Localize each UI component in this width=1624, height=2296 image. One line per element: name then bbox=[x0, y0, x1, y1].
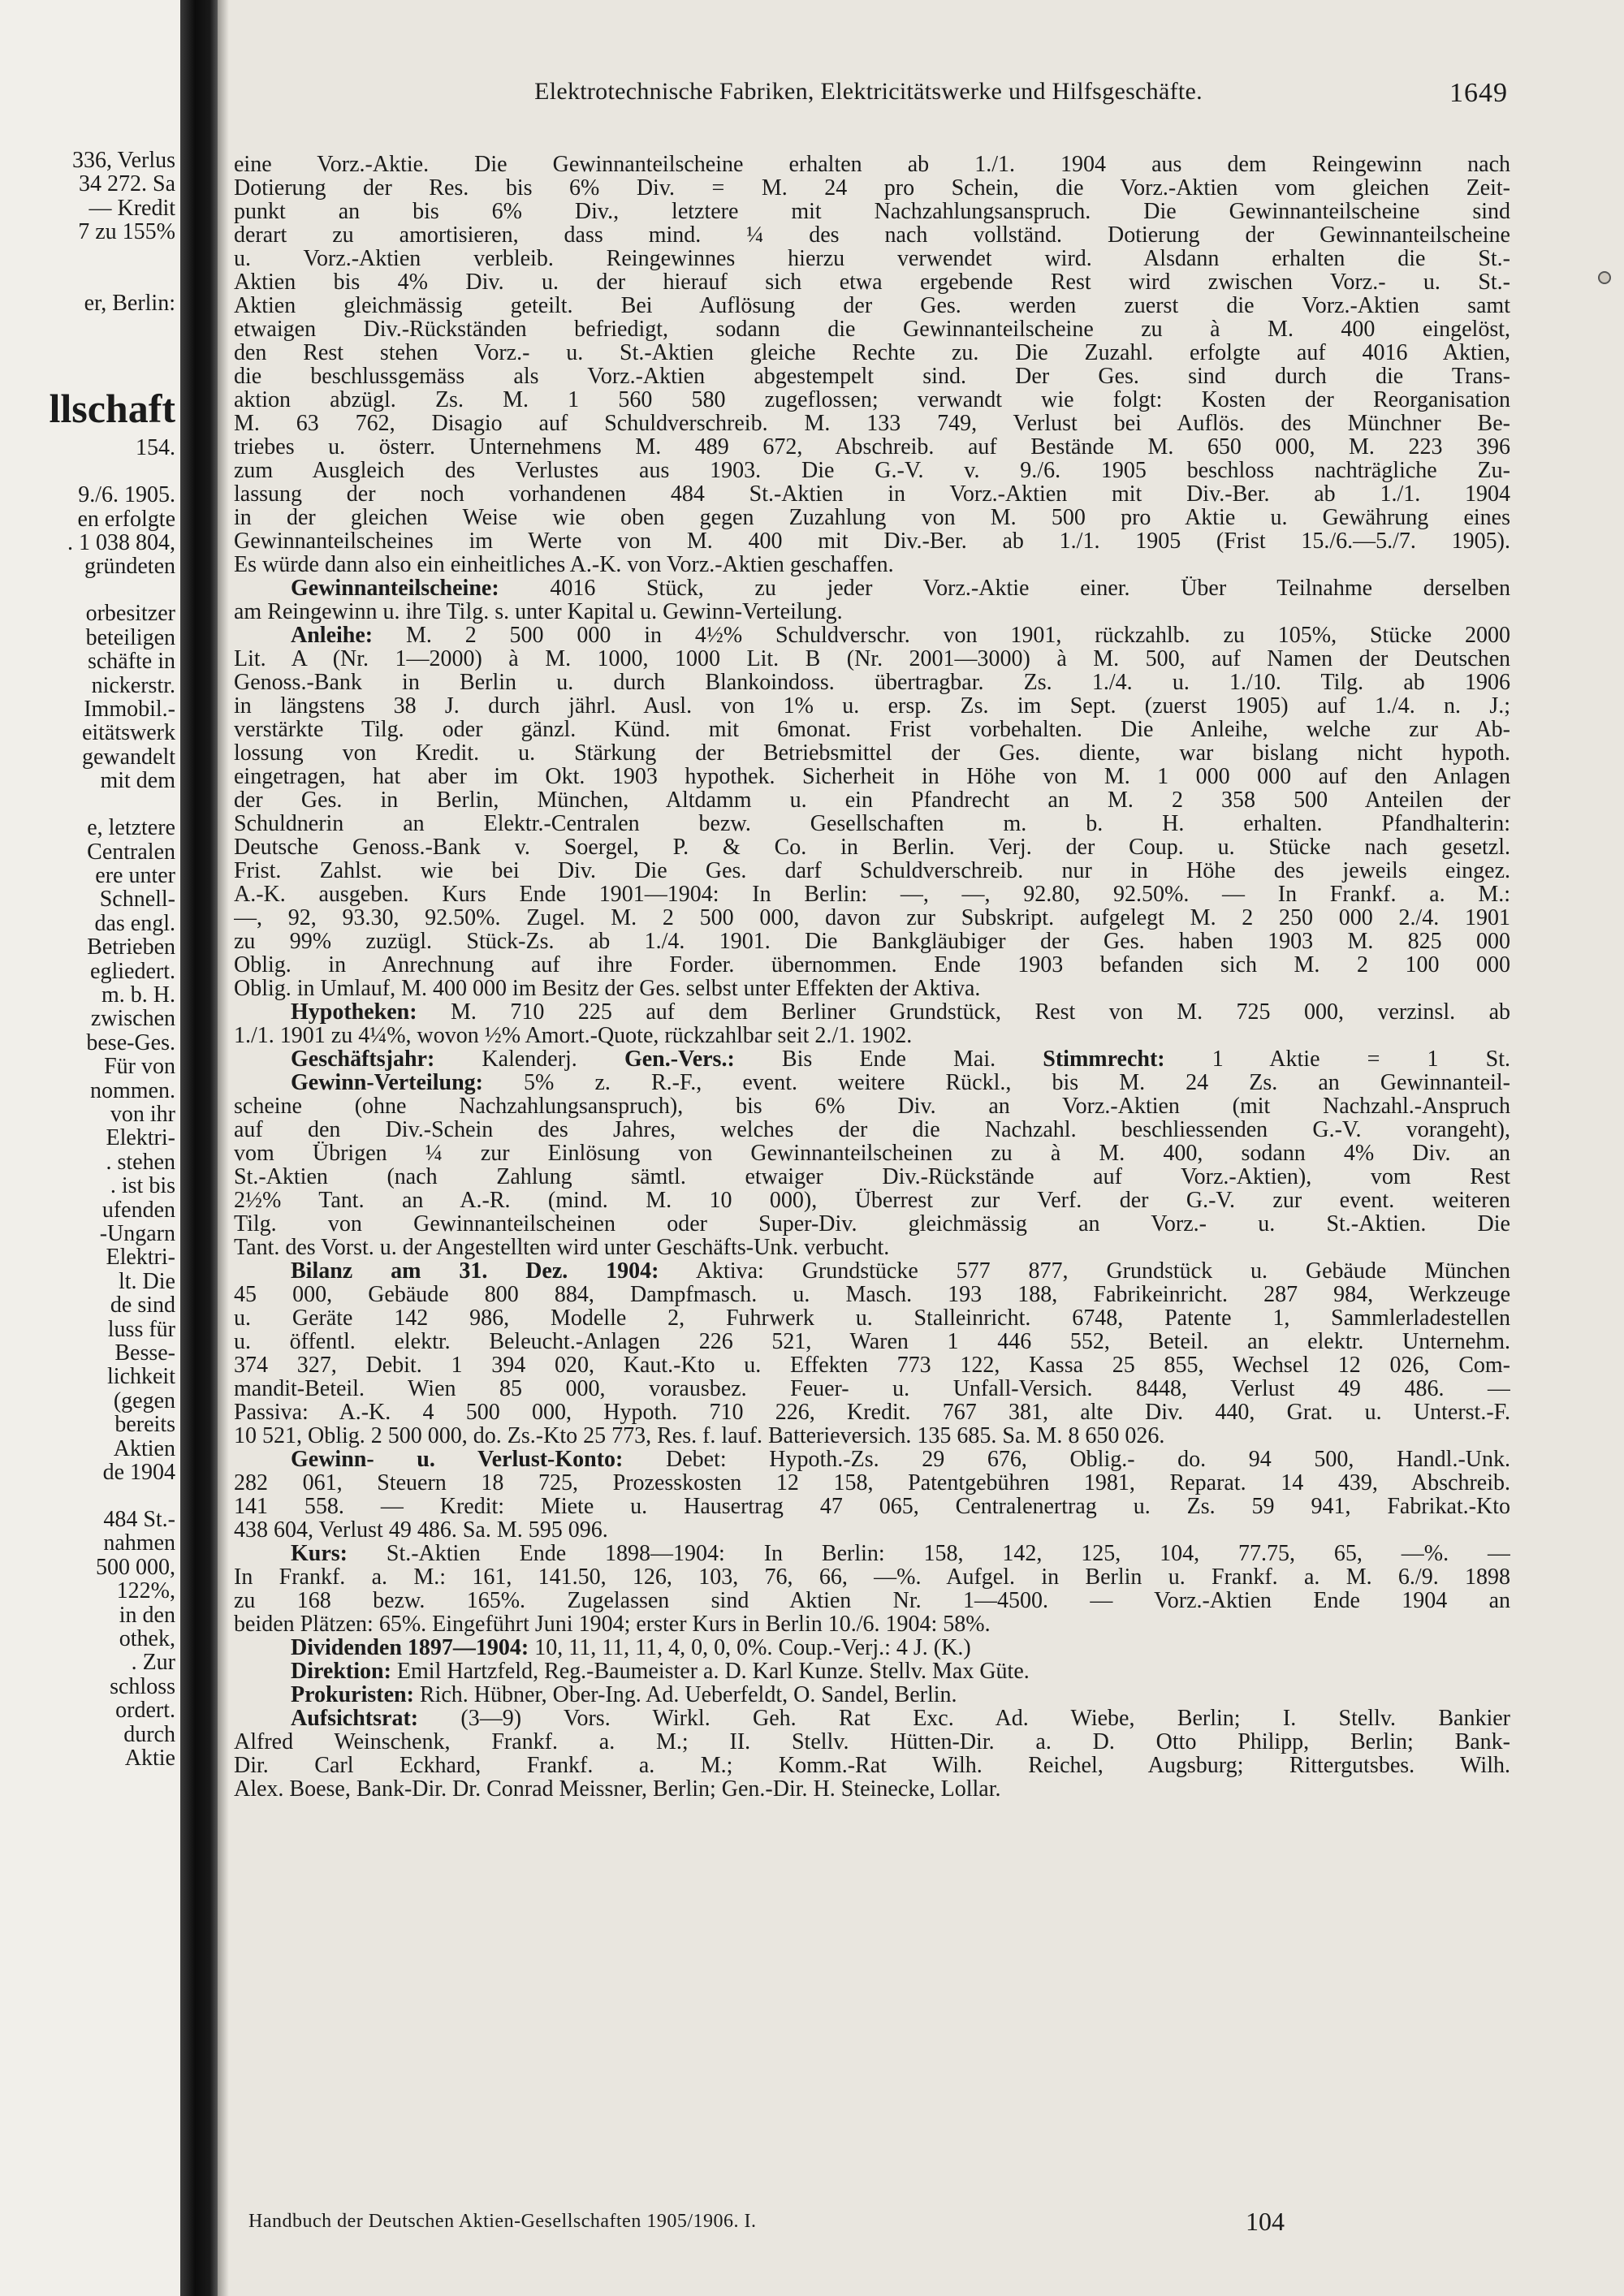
line-text: (3—9) Vors. Wirkl. Geh. Rat Exc. Ad. Wiebe, Berlin; I. Stellv. Bankier bbox=[418, 1707, 1510, 1730]
fragment-line: 336, Verlus bbox=[71, 148, 175, 173]
line-text: Bis Ende Mai. bbox=[734, 1047, 1043, 1071]
section-label: Bilanz am 31. Dez. 1904: bbox=[291, 1259, 659, 1283]
fragment-line: 7 zu 155% bbox=[78, 219, 175, 245]
section-label: Gewinn- u. Verlust-Konto: bbox=[291, 1448, 624, 1471]
text-line bbox=[234, 1353, 1510, 1377]
line-text: Oblig. in Anrechnung auf ihre Forder. übernommen. Ende 1903 befanden sich M. 2 100 000 bbox=[234, 953, 1510, 977]
section-label: Gewinn-Verteilung: bbox=[291, 1071, 483, 1094]
line-text: 282 061, Steuern 18 725, Prozesskosten 12 158, Patentgebühren 1981, Reparat. 14 439, Abschreib. bbox=[234, 1471, 1510, 1495]
line-text: verstärkte Tilg. oder gänzl. Künd. mit 6monat. Frist vorbehalten. Die Anleihe, welche zur Ab- bbox=[234, 718, 1510, 741]
fragment-line: Aktie bbox=[124, 1746, 175, 1771]
line-text: Dotierung der Res. bis 6% Div. = M. 24 pro Schein, die Vorz.-Aktien vom gleichen Zeit- bbox=[234, 176, 1510, 200]
fragment-line: bese-Ges. bbox=[86, 1029, 175, 1055]
text-line bbox=[234, 1424, 1510, 1448]
text-line bbox=[234, 1707, 1510, 1730]
text-line bbox=[234, 435, 1510, 459]
fragment-line: — Kredit bbox=[89, 195, 175, 221]
line-text: am Reingewinn u. ihre Tilg. s. unter Kapital u. Gewinn-Verteilung. bbox=[234, 600, 843, 624]
text-line bbox=[234, 365, 1510, 388]
text-line bbox=[234, 1377, 1510, 1400]
line-text: Frist. Zahlst. wie bei Div. Die Ges. darf Schuldverschreib. nur in Höhe des jeweils eingez. bbox=[234, 859, 1510, 883]
line-text: u. öffentl. elektr. Beleucht.-Anlagen 226 521, Waren 1 446 552, Beteil. an elektr. Unternehm. bbox=[234, 1330, 1510, 1353]
text-line bbox=[234, 153, 1510, 176]
text-line bbox=[234, 294, 1510, 317]
line-text: 45 000, Gebäude 800 884, Dampfmasch. u. Masch. 193 188, Fabrikeinricht. 287 984, Werkzeuge bbox=[234, 1283, 1510, 1306]
line-text: 438 604, Verlust 49 486. Sa. M. 595 096. bbox=[234, 1518, 608, 1542]
gutter-shadow bbox=[218, 0, 229, 2296]
text-line bbox=[234, 1000, 1510, 1024]
fragment-line: nahmen bbox=[103, 1530, 175, 1556]
line-text: Passiva: A.-K. 4 500 000, Hypoth. 710 226, Kredit. 767 381, alte Div. 440, Grat. u. Unterst.-F. bbox=[234, 1400, 1510, 1424]
line-text: Emil Hartzfeld, Reg.-Baumeister a. D. Karl Kunze. Stellv. Max Güte. bbox=[391, 1659, 1030, 1683]
text-line bbox=[234, 1047, 1510, 1071]
text-line bbox=[234, 1471, 1510, 1495]
fragment-line: Immobil.- bbox=[84, 697, 175, 722]
text-line bbox=[234, 341, 1510, 365]
text-line bbox=[234, 176, 1510, 200]
fragment-line: . stehen bbox=[106, 1149, 175, 1175]
line-text: Debet: Hypoth.-Zs. 29 676, Oblig.- do. 94 500, Handl.-Unk. bbox=[623, 1448, 1510, 1471]
fragment-line: schloss bbox=[110, 1673, 175, 1699]
text-line bbox=[234, 247, 1510, 270]
fragment-line: . Zur bbox=[131, 1650, 175, 1676]
text-line bbox=[234, 1683, 1510, 1707]
text-line bbox=[234, 647, 1510, 671]
line-text: auf den Div.-Schein des Jahres, welches der die Nachzahl. beschliessenden G.-V. vorangeht), bbox=[234, 1118, 1510, 1142]
line-text: Es würde dann also ein einheitliches A.-K. von Vorz.-Aktien geschaffen. bbox=[234, 553, 894, 576]
text-line bbox=[234, 1142, 1510, 1165]
fragment-line: 484 St.- bbox=[103, 1507, 175, 1532]
text-line bbox=[234, 1306, 1510, 1330]
fragment-line: eitätswerk bbox=[81, 720, 175, 746]
text-line bbox=[234, 1448, 1510, 1471]
line-text: 10, 11, 11, 11, 4, 0, 0, 0%. Coup.-Verj.: 4 J. (K.) bbox=[529, 1636, 971, 1659]
line-text: Alex. Boese, Bank-Dir. Dr. Conrad Meissner, Berlin; Gen.-Dir. H. Steinecke, Lollar. bbox=[234, 1777, 1001, 1801]
line-text: Kalenderj. bbox=[434, 1047, 624, 1071]
fragment-line: Aktien bbox=[113, 1435, 175, 1461]
line-text: 5% z. R.-F., event. weitere Rückl., bis M. 24 Zs. an Gewinnanteil- bbox=[482, 1071, 1510, 1094]
line-text: Aktiva: Grundstücke 577 877, Grundstück u. Gebäude München bbox=[659, 1259, 1510, 1283]
line-text: zum Ausgleich des Verlustes aus 1903. Die G.-V. v. 9./6. 1905 beschloss nachträgliche Zu- bbox=[234, 459, 1510, 482]
fragment-line: m. b. H. bbox=[102, 982, 175, 1008]
line-text: 2½% Tant. an A.-R. (mind. M. 10 000), Überrest zur Verf. der G.-V. zur event. weiteren bbox=[234, 1189, 1510, 1212]
text-line bbox=[234, 859, 1510, 883]
fragment-line: schäfte in bbox=[87, 649, 175, 675]
fragment-line: bereits bbox=[114, 1412, 175, 1438]
fragment-line: 9./6. 1905. bbox=[78, 482, 175, 508]
line-text: derart zu amortisieren, dass mind. ¼ des nach vollständ. Dotierung der Gewinnanteilscheine bbox=[234, 223, 1510, 247]
fragment-line: . ist bis bbox=[110, 1173, 175, 1199]
text-line bbox=[234, 765, 1510, 788]
fragment-line: egliedert. bbox=[90, 958, 175, 984]
text-line bbox=[234, 1542, 1510, 1565]
fragment-line: lt. Die bbox=[119, 1268, 175, 1294]
fragment-line: 34 272. Sa bbox=[79, 171, 175, 197]
text-line bbox=[234, 694, 1510, 718]
text-line bbox=[234, 1400, 1510, 1424]
fragment-line: 500 000, bbox=[96, 1554, 175, 1580]
text-line bbox=[234, 553, 1510, 576]
text-line bbox=[234, 718, 1510, 741]
text-line bbox=[234, 1024, 1510, 1047]
line-text: St.-Aktien Ende 1898—1904: In Berlin: 158, 142, 125, 104, 77.75, 65, —%. — bbox=[348, 1542, 1510, 1565]
text-line bbox=[234, 1283, 1510, 1306]
text-line bbox=[234, 930, 1510, 953]
line-text: eingetragen, hat aber im Okt. 1903 hypothek. Sicherheit in Höhe von M. 1 000 000 auf den Anlagen bbox=[234, 765, 1510, 788]
text-line bbox=[234, 906, 1510, 930]
line-text: beiden Plätzen: 65%. Eingeführt Juni 1904; erster Kurs in Berlin 10./6. 1904: 58%. bbox=[234, 1612, 991, 1636]
line-text: u. Geräte 142 986, Modelle 2, Fuhrwerk u. Stalleinricht. 6748, Patente 1, Sammlerladestellen bbox=[234, 1306, 1510, 1330]
line-text: punkt an bis 6% Div., letztere mit Nachzahlungsanspruch. Die Gewinnanteilscheine sind bbox=[234, 200, 1510, 223]
fragment-line: de sind bbox=[110, 1293, 175, 1318]
text-line bbox=[234, 388, 1510, 412]
text-line bbox=[234, 1659, 1510, 1683]
line-text: lassung der noch vorhandenen 484 St.-Aktien in Vorz.-Aktien mit Div.-Ber. ab 1./1. 1904 bbox=[234, 482, 1510, 506]
line-text: St.-Aktien (nach Zahlung sämtl. etwaiger Div.-Rückstände auf Vorz.-Aktien), vom Rest bbox=[234, 1165, 1510, 1189]
text-line bbox=[234, 835, 1510, 859]
line-text: Dir. Carl Eckhard, Frankf. a. M.; Komm.-Rat Wilh. Reichel, Augsburg; Rittergutsbes. Wilh. bbox=[234, 1754, 1510, 1777]
text-line bbox=[234, 953, 1510, 977]
section-label: Direktion: bbox=[291, 1659, 391, 1683]
running-title: Elektrotechnische Fabriken, Elektricitätswerke und Hilfsgeschäfte. bbox=[534, 78, 1203, 105]
fragment-line: lichkeit bbox=[107, 1364, 175, 1390]
line-text: M. 2 500 000 in 4½% Schuldverschr. von 1901, rückzahlb. zu 105%, Stücke 2000 bbox=[373, 624, 1510, 647]
line-text: 10 521, Oblig. 2 500 000, do. Zs.-Kto 25 773, Res. f. lauf. Batterieversich. 135 685. Sa. M. 8 650 026. bbox=[234, 1424, 1165, 1448]
text-line bbox=[234, 1094, 1510, 1118]
line-text: der Ges. in Berlin, München, Altdamm u. ein Pfandrecht an M. 2 358 500 Anteilen der bbox=[234, 788, 1510, 812]
page-header bbox=[229, 78, 1508, 110]
fragment-line: Centralen bbox=[87, 839, 175, 865]
line-text: Tant. des Vorst. u. der Angestellten wird unter Geschäfts-Unk. verbucht. bbox=[234, 1236, 890, 1259]
text-line bbox=[234, 412, 1510, 435]
section-label: Kurs: bbox=[291, 1542, 348, 1565]
text-line bbox=[234, 1495, 1510, 1518]
line-text: 374 327, Debit. 1 394 020, Kaut.-Kto u. Effekten 773 122, Kassa 25 855, Wechsel 12 026, Com- bbox=[234, 1353, 1510, 1377]
text-line bbox=[234, 788, 1510, 812]
section-label: Hypotheken: bbox=[291, 1000, 417, 1024]
text-line bbox=[234, 1754, 1510, 1777]
text-line bbox=[234, 459, 1510, 482]
text-line bbox=[234, 1636, 1510, 1659]
line-text: vom Übrigen ¼ zur Einlösung von Gewinnanteilscheinen zu à M. 400, sodann 4% Div. an bbox=[234, 1142, 1510, 1165]
fragment-line: nickerstr. bbox=[91, 672, 175, 698]
fragment-line: von ihr bbox=[110, 1102, 175, 1127]
text-line bbox=[234, 1730, 1510, 1754]
line-text: A.-K. ausgeben. Kurs Ende 1901—1904: In Berlin: —, —, 92.80, 92.50%. — In Frankf. a. M.: bbox=[234, 883, 1510, 906]
line-text: scheine (ohne Nachzahlungsanspruch), bis 6% Div. an Vorz.-Aktien (mit Nachzahl.-Anspruch bbox=[234, 1094, 1510, 1118]
text-line bbox=[234, 1565, 1510, 1589]
section-label: Prokuristen: bbox=[291, 1683, 414, 1707]
fragment-line: ufenden bbox=[102, 1197, 175, 1223]
fragment-line: Schnell- bbox=[99, 887, 175, 913]
line-text: Alfred Weinschenk, Frankf. a. M.; II. Stellv. Hütten-Dir. a. D. Otto Philipp, Berlin; Bank- bbox=[234, 1730, 1510, 1754]
line-text: in längstens 38 J. durch jährl. Ausl. von 1% u. ersp. Zs. im Sept. (zuerst 1905) auf 1./4. n. J.; bbox=[234, 694, 1510, 718]
fragment-line: llschaft bbox=[49, 386, 175, 432]
fragment-line: durch bbox=[123, 1721, 175, 1747]
fragment-line: Betrieben bbox=[87, 934, 175, 960]
fragment-line: Elektri- bbox=[106, 1125, 175, 1151]
text-line bbox=[234, 576, 1510, 600]
fragment-line: . 1 038 804, bbox=[67, 530, 175, 555]
section-label: Gewinnanteilscheine: bbox=[291, 576, 499, 600]
document-page bbox=[229, 0, 1624, 2296]
fragment-line: ordert. bbox=[115, 1698, 175, 1724]
line-text: In Frankf. a. M.: 161, 141.50, 126, 103, 76, 66, —%. Aufgel. in Berlin u. Frankf. a. M. 6./9. 1898 bbox=[234, 1565, 1510, 1589]
previous-page-fragment bbox=[0, 0, 180, 2296]
fragment-line: (gegen bbox=[113, 1388, 175, 1413]
line-text: die beschlussgemäss als Vorz.-Aktien abgestempelt sind. Der Ges. sind durch die Trans- bbox=[234, 365, 1510, 388]
fragment-line: gründeten bbox=[84, 554, 175, 580]
line-text: 1 Aktie = 1 St. bbox=[1164, 1047, 1510, 1071]
fragment-line: nommen. bbox=[90, 1077, 175, 1103]
text-line bbox=[234, 883, 1510, 906]
text-line bbox=[234, 624, 1510, 647]
text-line bbox=[234, 200, 1510, 223]
fragment-line: beteiligen bbox=[85, 624, 175, 650]
text-line bbox=[234, 1118, 1510, 1142]
text-line bbox=[234, 671, 1510, 694]
page-number: 1649 bbox=[1449, 78, 1508, 108]
text-line bbox=[234, 600, 1510, 624]
text-line bbox=[234, 977, 1510, 1000]
fragment-line: 154. bbox=[136, 435, 175, 461]
fragment-line: ere unter bbox=[95, 863, 175, 888]
text-line bbox=[234, 529, 1510, 553]
line-text: —, 92, 93.30, 92.50%. Zugel. M. 2 500 000, davon zur Subskript. aufgelegt M. 2 250 000 2./4. 1901 bbox=[234, 906, 1510, 930]
fragment-line: Besse- bbox=[114, 1340, 175, 1366]
fragment-line: 122%, bbox=[116, 1578, 175, 1604]
line-text: zu 99% zuzügl. Stück-Zs. ab 1./4. 1901. Die Bankgläubiger der Ges. haben 1903 M. 825 000 bbox=[234, 930, 1510, 953]
line-text: lossung von Kredit. u. Stärkung der Betriebsmittel der Ges. diente, war bislang nicht hypoth. bbox=[234, 741, 1510, 765]
fragment-line: othek, bbox=[119, 1626, 175, 1651]
line-text: Aktien gleichmässig geteilt. Bei Auflösung der Ges. werden zuerst die Vorz.-Aktien samt bbox=[234, 294, 1510, 317]
text-line bbox=[234, 317, 1510, 341]
line-text: 141 558. — Kredit: Miete u. Hausertrag 47 065, Centralenertrag u. Zs. 59 941, Fabrikat.-Kto bbox=[234, 1495, 1510, 1518]
line-text: eine Vorz.-Aktie. Die Gewinnanteilscheine erhalten ab 1./1. 1904 aus dem Reingewinn nach bbox=[234, 153, 1510, 176]
page-footer bbox=[248, 2207, 1385, 2236]
book-gutter bbox=[180, 0, 218, 2296]
line-text: 1./1. 1901 zu 4¼%, wovon ½% Amort.-Quote, rückzahlbar seit 2./1. 1902. bbox=[234, 1024, 913, 1047]
text-line bbox=[234, 741, 1510, 765]
fragment-line: das engl. bbox=[94, 910, 175, 936]
fragment-line: luss für bbox=[107, 1316, 175, 1342]
section-label: Anleihe: bbox=[291, 624, 374, 647]
line-text: den Rest stehen Vorz.- u. St.-Aktien gleiche Rechte zu. Die Zuzahl. erfolgte auf 4016 Aktien, bbox=[234, 341, 1510, 365]
line-text: M. 710 225 auf dem Berliner Grundstück, Rest von M. 725 000, verzinsl. ab bbox=[417, 1000, 1510, 1024]
line-text: Gewinnanteilscheines im Werte von M. 400 mit Div.-Ber. ab 1./1. 1905 (Frist 15./6.—5./7. 1905). bbox=[234, 529, 1510, 553]
line-text: Rich. Hübner, Ober-Ing. Ad. Ueberfeldt, O. Sandel, Berlin. bbox=[413, 1683, 957, 1707]
line-text: zu 168 bezw. 165%. Zugelassen sind Aktien Nr. 1—4500. — Vorz.-Aktien Ende 1904 an bbox=[234, 1589, 1510, 1612]
line-text: Tilg. von Gewinnanteilscheinen oder Super-Div. gleichmässig an Vorz.- u. St.-Aktien. Die bbox=[234, 1212, 1510, 1236]
line-text: etwaigen Div.-Rückständen befriedigt, sodann die Gewinnanteilscheine zu à M. 400 eingelöst, bbox=[234, 317, 1510, 341]
text-line bbox=[234, 1518, 1510, 1542]
section-label: Geschäftsjahr: bbox=[291, 1047, 435, 1071]
line-text: Lit. A (Nr. 1—2000) à M. 1000, 1000 Lit. B (Nr. 2001—3000) à M. 500, auf Namen der Deutschen bbox=[234, 647, 1510, 671]
line-text: Oblig. in Umlauf, M. 400 000 im Besitz der Ges. selbst unter Effekten der Aktiva. bbox=[234, 977, 981, 1000]
text-line bbox=[234, 1612, 1510, 1636]
footer-source: Handbuch der Deutschen Aktien-Gesellschaften 1905/1906. I. bbox=[248, 2211, 757, 2232]
text-line bbox=[234, 1330, 1510, 1353]
text-line bbox=[234, 1259, 1510, 1283]
text-line bbox=[234, 1777, 1510, 1801]
text-line bbox=[234, 270, 1510, 294]
body-text bbox=[234, 153, 1510, 1801]
fragment-line: e, letztere bbox=[87, 815, 175, 841]
text-line bbox=[234, 1071, 1510, 1094]
fragment-line: Für von bbox=[104, 1054, 175, 1080]
line-text: in der gleichen Weise wie oben gegen Zuzahlung von M. 500 pro Aktie u. Gewährung eines bbox=[234, 506, 1510, 529]
text-line bbox=[234, 1212, 1510, 1236]
line-text: Aktien bis 4% Div. u. der hierauf sich etwa ergebende Rest wird zwischen Vorz.- u. St.- bbox=[234, 270, 1510, 294]
fragment-line: orbesitzer bbox=[85, 601, 175, 627]
line-text: 4016 Stück, zu jeder Vorz.-Aktie einer. Über Teilnahme derselben bbox=[499, 576, 1510, 600]
fragment-line: er, Berlin: bbox=[84, 291, 175, 317]
section-label: Stimmrecht: bbox=[1043, 1047, 1165, 1071]
text-line bbox=[234, 1236, 1510, 1259]
line-text: Schuldnerin an Elektr.-Centralen bezw. Gesellschaften m. b. H. erhalten. Pfandhalterin: bbox=[234, 812, 1510, 835]
line-text: Deutsche Genoss.-Bank v. Soergel, P. & Co. in Berlin. Verj. der Coup. u. Stücke nach gesetzl. bbox=[234, 835, 1510, 859]
text-line bbox=[234, 482, 1510, 506]
text-line bbox=[234, 223, 1510, 247]
fragment-line: gewandelt bbox=[81, 744, 175, 770]
section-label: Dividenden 1897—1904: bbox=[291, 1636, 529, 1659]
fragment-line: Elektri- bbox=[106, 1245, 175, 1271]
text-line bbox=[234, 1589, 1510, 1612]
line-text: Genoss.-Bank in Berlin u. durch Blankoindoss. übertragbar. Zs. 1./4. u. 1./10. Tilg. ab 1906 bbox=[234, 671, 1510, 694]
text-line bbox=[234, 812, 1510, 835]
fragment-line: mit dem bbox=[100, 768, 175, 794]
text-line bbox=[234, 1189, 1510, 1212]
section-label: Aufsichtsrat: bbox=[291, 1707, 419, 1730]
section-label: Gen.-Vers.: bbox=[624, 1047, 735, 1071]
fragment-line: in den bbox=[119, 1602, 175, 1628]
line-text: mandit-Beteil. Wien 85 000, vorausbez. Feuer- u. Unfall-Versich. 8448, Verlust 49 486. — bbox=[234, 1377, 1510, 1400]
line-text: triebes u. österr. Unternehmens M. 489 672, Abschreib. auf Bestände M. 650 000, M. 223 396 bbox=[234, 435, 1510, 459]
fragment-line: -Ungarn bbox=[99, 1221, 175, 1246]
line-text: M. 63 762, Disagio auf Schuldverschreib. M. 133 749, Verlust bei Auflös. des Münchner Be- bbox=[234, 412, 1510, 435]
fragment-line: de 1904 bbox=[102, 1460, 175, 1485]
line-text: aktion abzügl. Zs. M. 1 560 580 zugeflossen; verwandt wie folgt: Kosten der Reorganisation bbox=[234, 388, 1510, 412]
text-line bbox=[234, 506, 1510, 529]
fragment-line: en erfolgte bbox=[77, 506, 175, 532]
fragment-line: zwischen bbox=[90, 1006, 175, 1032]
footer-signature: 104 bbox=[1246, 2207, 1285, 2236]
text-line bbox=[234, 1165, 1510, 1189]
line-text: u. Vorz.-Aktien verbleib. Reingewinnes hierzu verwendet wird. Alsdann erhalten die St.- bbox=[234, 247, 1510, 270]
